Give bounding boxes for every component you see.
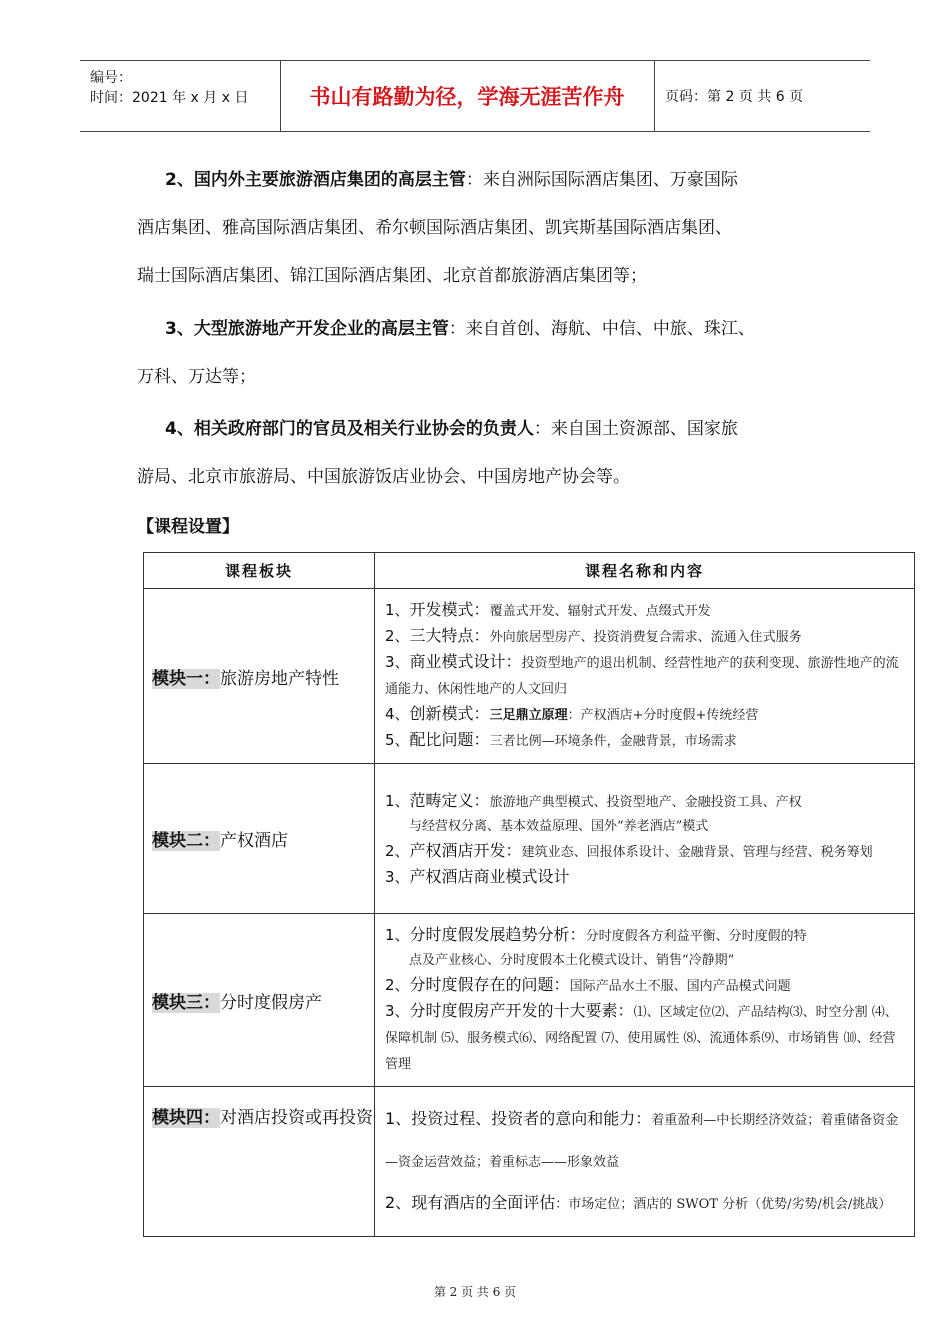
paragraph-2-heading: 2、国内外主要旅游酒店集团的高层主管	[165, 170, 466, 190]
module-number: 模块一：	[152, 668, 220, 689]
header-meta	[80, 61, 281, 131]
list-item: 4、创新模式：三足鼎立原理：产权酒店+分时度假+传统经营	[385, 704, 759, 723]
column-header-module: 课程板块	[144, 553, 375, 589]
page-header	[80, 60, 870, 132]
module-number: 模块四：	[152, 1108, 220, 1128]
table-row	[144, 764, 915, 914]
paragraph-4-heading: 4、相关政府部门的官员及相关行业协会的负责人	[165, 419, 534, 439]
module-name: 对酒店投资或再投资	[220, 1108, 373, 1128]
paragraph-4-line-2: 游局、北京市旅游局、中国旅游饭店业协会、中国房地产协会等。	[137, 467, 630, 487]
column-header-content: 课程名称和内容	[375, 553, 915, 589]
module-number: 模块三：	[152, 992, 220, 1013]
module-content	[375, 764, 915, 914]
list-item: 3、产权酒店商业模式设计	[385, 866, 570, 886]
list-item: 1、投资过程、投资者的意向和能力：着重盈利—中长期经济效益；着重储备资金—资金运营效益；着重标志——形象效益	[385, 1108, 899, 1170]
header-page-label: 页码：第 2 页 共 6 页	[665, 89, 804, 105]
list-item: 1、分时度假发展趋势分析：分时度假各方利益平衡、分时度假的特	[385, 925, 807, 944]
table-header-row	[144, 553, 915, 589]
list-item: 2、现有酒店的全面评估：市场定位；酒店的 SWOT 分析（优势/劣势/机会/挑战）	[385, 1192, 892, 1212]
module-label	[144, 1087, 375, 1237]
table-row	[144, 1087, 915, 1237]
header-motto: 书山有路勤为径，学海无涯苦作舟	[280, 61, 655, 131]
paragraph-3-heading: 3、大型旅游地产开发企业的高层主管	[165, 319, 449, 339]
list-item: 1、开发模式：覆盖式开发、辐射式开发、点缀式开发	[385, 600, 711, 619]
list-item: 2、三大特点：外向旅居型房产、投资消费复合需求、流通入住式服务	[385, 626, 802, 645]
module-content	[375, 1087, 915, 1237]
paragraph-4-text: ：来自国土资源部、国家旅	[533, 419, 738, 439]
list-item: 1、范畴定义：旅游地产典型模式、投资型地产、金融投资工具、产权	[385, 790, 802, 810]
list-item: 2、产权酒店开发：建筑业态、回报体系设计、金融背景、管理与经营、税务筹划	[385, 840, 873, 860]
paragraph-3-line-2: 万科、万达等；	[137, 367, 256, 387]
module-name: 旅游房地产特性	[220, 668, 339, 689]
table-row	[144, 914, 915, 1087]
table-row	[144, 589, 915, 764]
time-label: 时间：2021 年 x 月 x 日	[90, 90, 249, 106]
module-label	[144, 589, 375, 764]
paragraph-2	[137, 156, 837, 300]
list-item-continued: 点及产业核心、分时度假本土化模式设计、销售“冷静期”	[409, 953, 735, 968]
list-item-continued: 与经营权分离、基本效益原理、国外“养老酒店”模式	[409, 818, 709, 834]
paragraph-3-text: ：来自首创、海航、中信、中旅、珠江、	[448, 319, 755, 339]
list-item: 2、分时度假存在的问题：国际产品水土不服、国内产品模式问题	[385, 975, 791, 994]
list-item: 5、配比问题：三者比例—环境条件，金融背景，市场需求	[385, 730, 737, 749]
module-label	[144, 764, 375, 914]
paragraph-3	[137, 305, 837, 401]
list-item: 3、商业模式设计：投资型地产的退出机制、经营性地产的获利变现、旅游性地产的流通能力、休闲性地产的人文回归	[385, 652, 899, 697]
paragraph-2-text: ：来自洲际国际酒店集团、万豪国际	[465, 170, 738, 190]
list-item: 3、分时度假房产开发的十大要素：⑴、区域定位⑵、产品结构⑶、时空分割 ⑷、保障机制 ⑸、服务模式⑹、网络配置 ⑺、使用属性 ⑻、流通体系⑼、市场销售 ⑽、经营管理	[385, 1001, 898, 1072]
module-label	[144, 914, 375, 1087]
module-content	[375, 914, 915, 1087]
course-table	[143, 552, 915, 1237]
serial-label: 编号：	[90, 70, 132, 86]
module-content	[375, 589, 915, 764]
paragraph-2-line-3: 瑞士国际酒店集团、锦江国际酒店集团、北京首都旅游酒店集团等；	[137, 266, 647, 286]
paragraph-4	[137, 405, 837, 501]
section-title: 【课程设置】	[137, 517, 239, 537]
module-number: 模块二：	[152, 831, 220, 851]
paragraph-2-line-2: 酒店集团、雅高国际酒店集团、希尔顿国际酒店集团、凯宾斯基国际酒店集团、	[137, 218, 732, 238]
module-name: 产权酒店	[220, 831, 288, 851]
module-name: 分时度假房产	[220, 992, 322, 1013]
page-footer: 第 2 页 共 6 页	[433, 1285, 517, 1299]
